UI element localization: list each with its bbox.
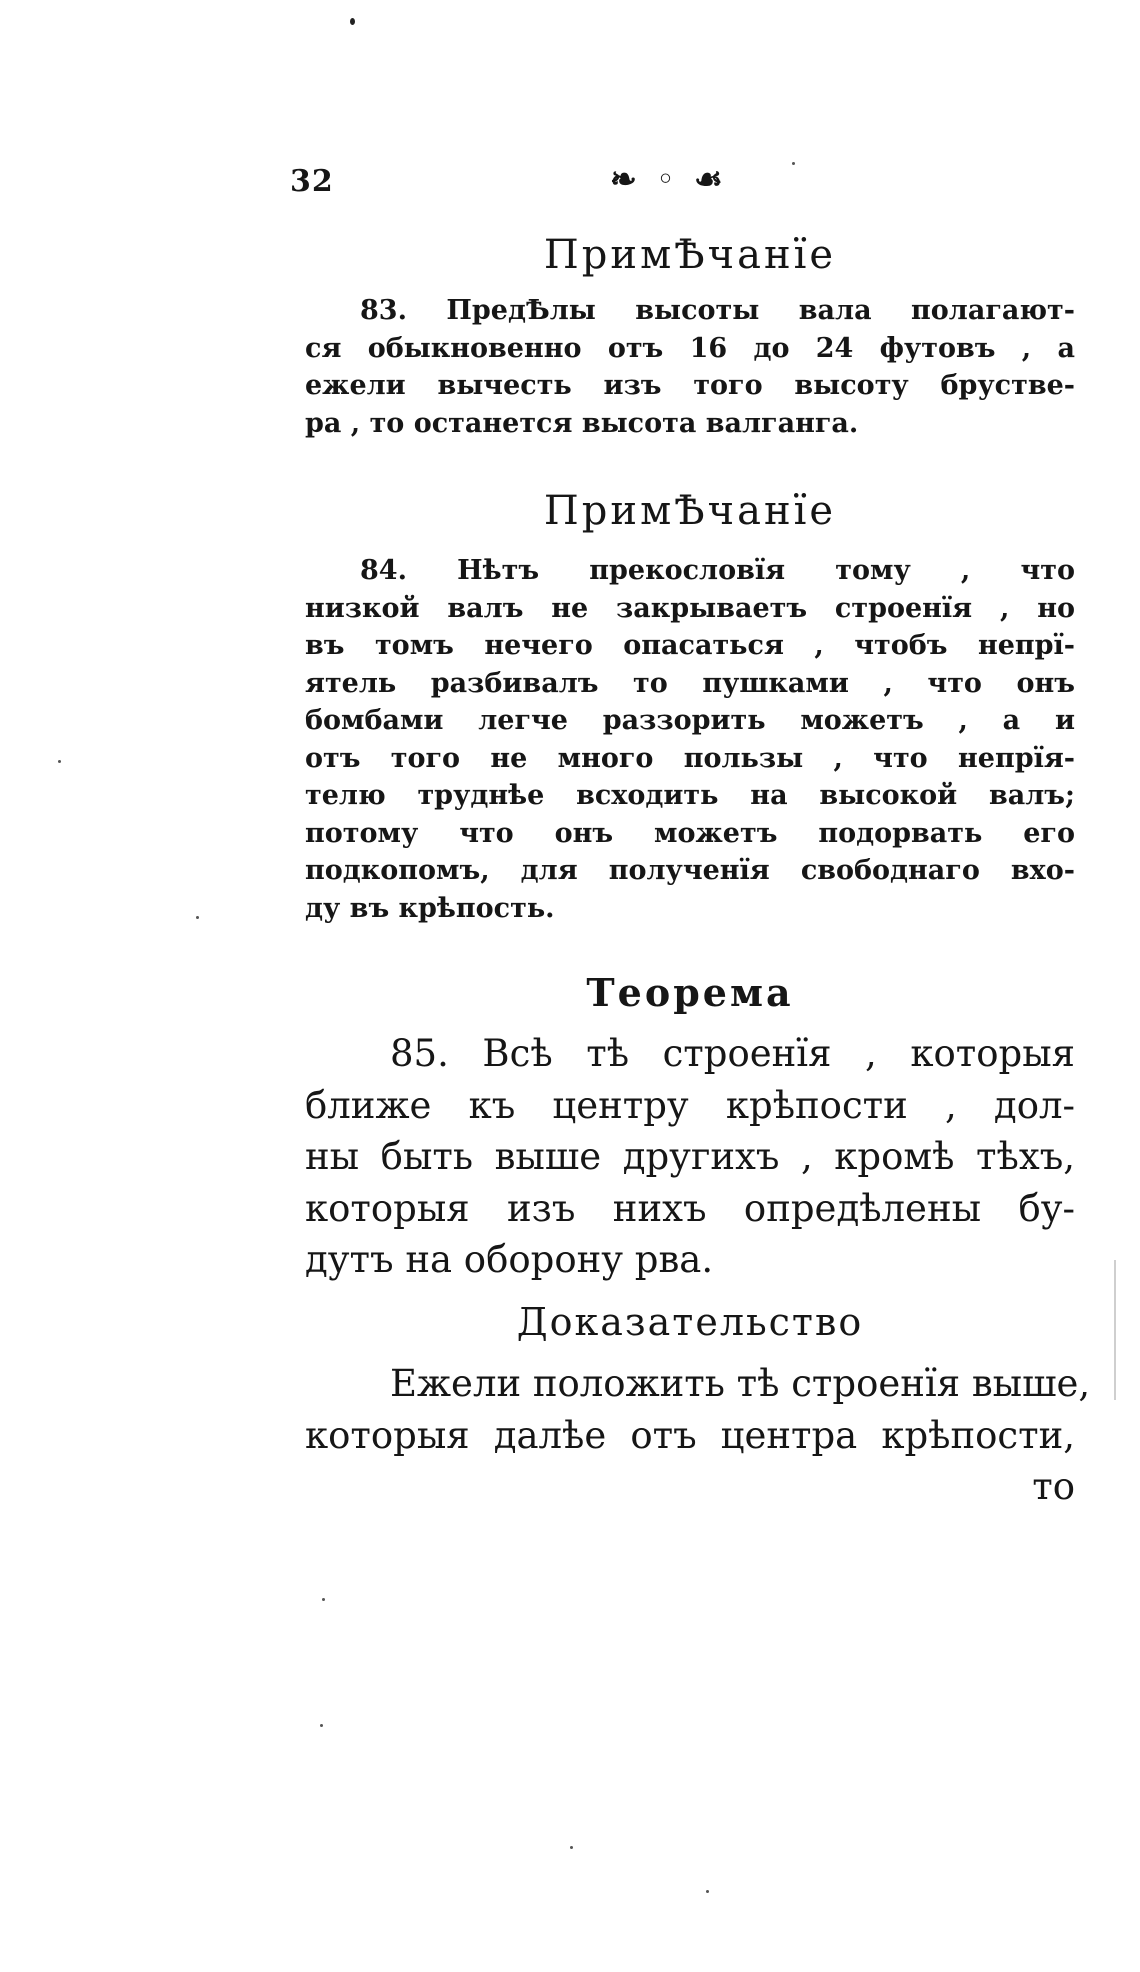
text-line: дутъ на оборону рва. xyxy=(305,1238,714,1281)
text-line: ра , то останется высота валганга. xyxy=(305,407,859,439)
scan-speck xyxy=(706,1890,709,1893)
text-line: потому что онъ можетъ подорвать его xyxy=(305,817,1075,849)
text-line: 83. ПредѢлы высоты вала полагают- xyxy=(360,295,1075,326)
text-line: ся обыкновенно отъ 16 до 24 футовъ , а xyxy=(305,332,1075,364)
text-line: 85. Всѣ тѣ строенїя , которыя xyxy=(390,1032,1075,1075)
proof-heading: Доказательство xyxy=(516,1300,864,1344)
text-line: ду въ крѣпость. xyxy=(305,892,555,924)
text-line: 84. Нѣтъ прекословїя тому , что xyxy=(360,555,1075,586)
text-line: въ томъ нечего опасаться , чтобъ непрї- xyxy=(305,630,1075,661)
note-84-heading: ПримѢчанїе xyxy=(543,488,837,534)
page-number: 32 xyxy=(290,164,334,199)
scan-speck xyxy=(196,916,199,919)
note-84-paragraph xyxy=(305,552,1075,927)
text-line: отъ того не много пользы , что непрїя- xyxy=(305,742,1075,774)
scan-edge-mark xyxy=(1114,1260,1116,1400)
note-83-paragraph xyxy=(305,292,1075,442)
scan-speck xyxy=(350,18,355,25)
scan-speck xyxy=(58,760,61,763)
scan-speck xyxy=(320,1724,323,1727)
text-line: ятель разбивалъ то пушками , что онъ xyxy=(305,667,1075,699)
text-line: ежели вычесть изъ того высоту брустве- xyxy=(305,370,1075,401)
text-line: бомбами легче раззорить можетъ , а и xyxy=(305,705,1075,736)
text-line: подкопомъ, для полученїя свободнаго вхо- xyxy=(305,855,1075,886)
text-line: которыя изъ нихъ опредѣлены бу- xyxy=(305,1186,1075,1230)
text-line: Ежели положить тѣ строенїя выше, xyxy=(390,1362,1091,1405)
scan-speck xyxy=(570,1846,573,1849)
proof-paragraph xyxy=(305,1358,1091,1513)
theorem-85-paragraph xyxy=(305,1028,1075,1286)
text-line: ны быть выше другихъ , кромѣ тѣхъ, xyxy=(305,1135,1075,1178)
note-83-heading: ПримѢчанїе xyxy=(543,232,837,278)
header-ornament: ❧ ◦ ☙ xyxy=(610,160,727,198)
text-line: ближе къ центру крѣпости , дол- xyxy=(305,1083,1075,1127)
text-line: которыя далѣе отъ центра крѣпости, xyxy=(305,1413,1075,1457)
text-line: телю труднѣе всходить на высокой валъ; xyxy=(305,780,1075,811)
text-line: низкой валъ не закрываетъ строенїя , но xyxy=(305,592,1075,624)
theorem-85-heading: Теорема xyxy=(586,970,794,1015)
page-header xyxy=(290,160,1070,210)
scan-speck xyxy=(322,1598,325,1601)
catchword: то xyxy=(1032,1465,1075,1508)
scan-speck xyxy=(792,162,795,165)
